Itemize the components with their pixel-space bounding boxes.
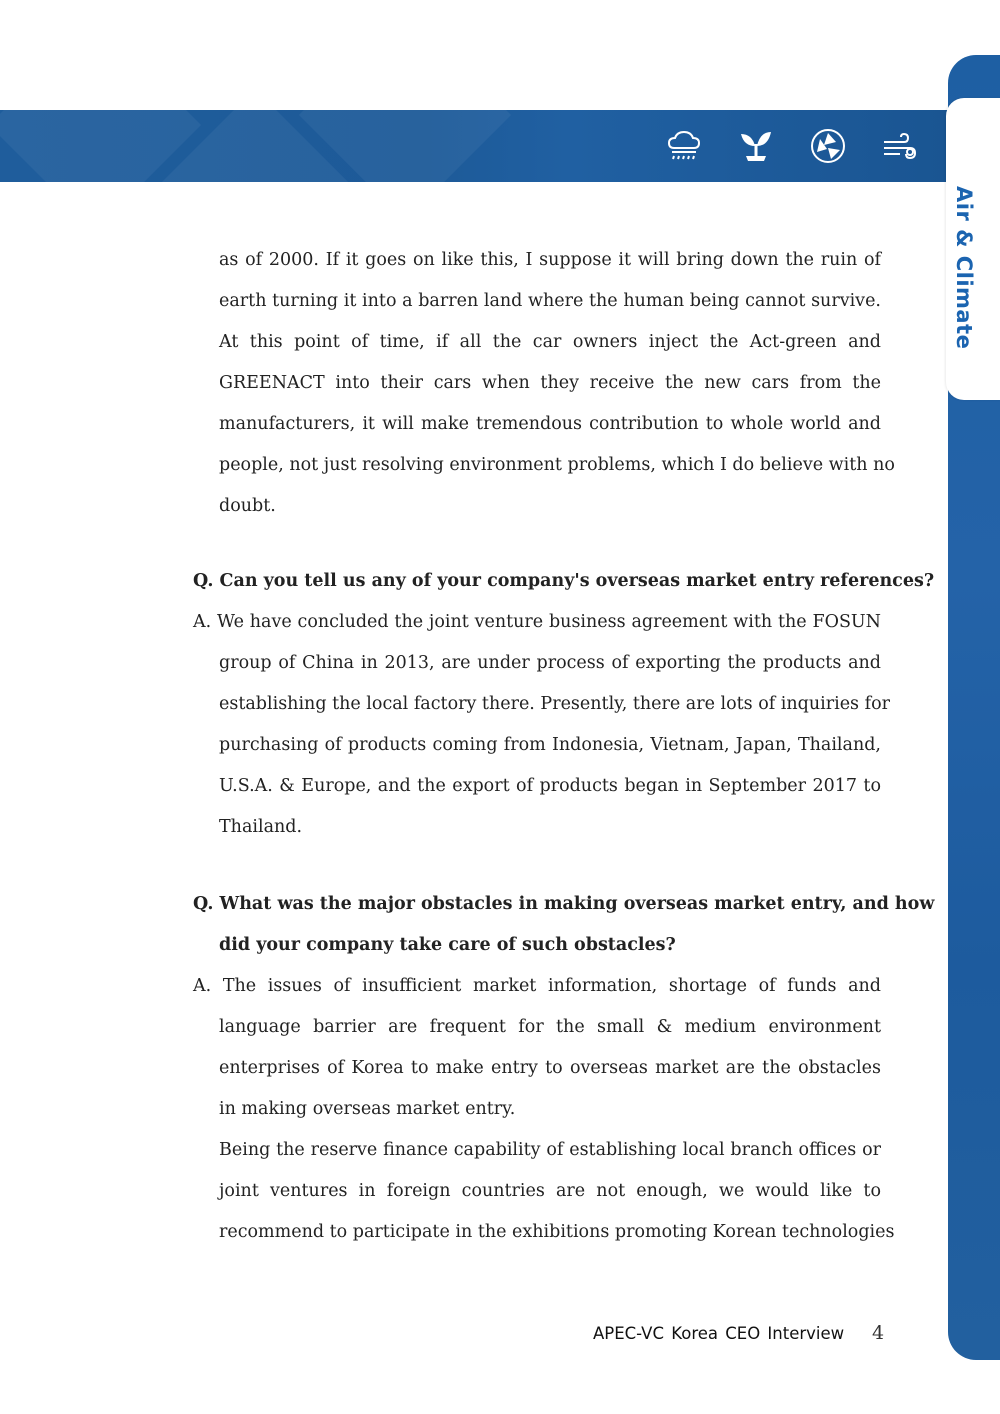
- answer-line: establishing the local factory there. Presently, there are lots of inquiries for: [219, 694, 890, 714]
- text-line: At this point of time, if all the car owners inject the Act-green and: [219, 332, 881, 352]
- answer-line: A. We have concluded the joint venture business agreement with the FOSUN: [193, 612, 881, 632]
- recycle-icon: [810, 128, 846, 164]
- paragraph-continuation: [193, 240, 895, 527]
- answer-line: group of China in 2013, are under process of exporting the products and: [219, 653, 881, 673]
- answer-line: purchasing of products coming from Indonesia, Vietnam, Japan, Thailand,: [219, 735, 881, 755]
- answer-2: [193, 966, 881, 1130]
- text-line: GREENACT into their cars when they receive the new cars from the: [219, 373, 881, 393]
- section-label: Air & Climate: [952, 186, 976, 350]
- answer-line: recommend to participate in the exhibitions promoting Korean technologies: [219, 1222, 895, 1242]
- wind-icon: [882, 128, 918, 164]
- answer-line: joint ventures in foreign countries are not enough, we would like to: [219, 1181, 881, 1201]
- answer-line: Thailand.: [219, 817, 303, 837]
- answer-1: [193, 602, 890, 848]
- text-line: earth turning it into a barren land where the human being cannot survive.: [219, 291, 881, 311]
- question-line: Q. What was the major obstacles in making overseas market entry, and how: [193, 894, 935, 914]
- answer-line: U.S.A. & Europe, and the export of products began in September 2017 to: [219, 776, 881, 796]
- article-body: [193, 240, 935, 1253]
- header-icons: [666, 128, 918, 164]
- answer-line: in making overseas market entry.: [219, 1099, 516, 1119]
- text-line: as of 2000. If it goes on like this, I suppose it will bring down the ruin of: [219, 250, 881, 270]
- question-line: Q. Can you tell us any of your company's overseas market entry references?: [193, 571, 935, 591]
- text-line: manufacturers, it will make tremendous contribution to whole world and: [219, 414, 881, 434]
- rain-cloud-icon: [666, 128, 702, 164]
- question-1: [193, 561, 935, 602]
- footer-title: APEC-VC Korea CEO Interview: [593, 1324, 845, 1343]
- sprout-icon: [738, 128, 774, 164]
- answer-line: enterprises of Korea to make entry to overseas market are the obstacles: [219, 1058, 881, 1078]
- answer-line: A. The issues of insufficient market information, shortage of funds and: [193, 976, 881, 996]
- text-line: doubt.: [219, 496, 276, 516]
- answer-line: language barrier are frequent for the small & medium environment: [219, 1017, 881, 1037]
- header-band: [0, 110, 948, 182]
- page-number: 4: [872, 1322, 885, 1344]
- question-2: [193, 884, 935, 966]
- text-line: people, not just resolving environment problems, which I do believe with no: [219, 455, 895, 475]
- answer-line: Being the reserve finance capability of establishing local branch offices or: [219, 1140, 881, 1160]
- answer-2-continued: [193, 1130, 895, 1253]
- question-line: did your company take care of such obstacles?: [219, 935, 676, 955]
